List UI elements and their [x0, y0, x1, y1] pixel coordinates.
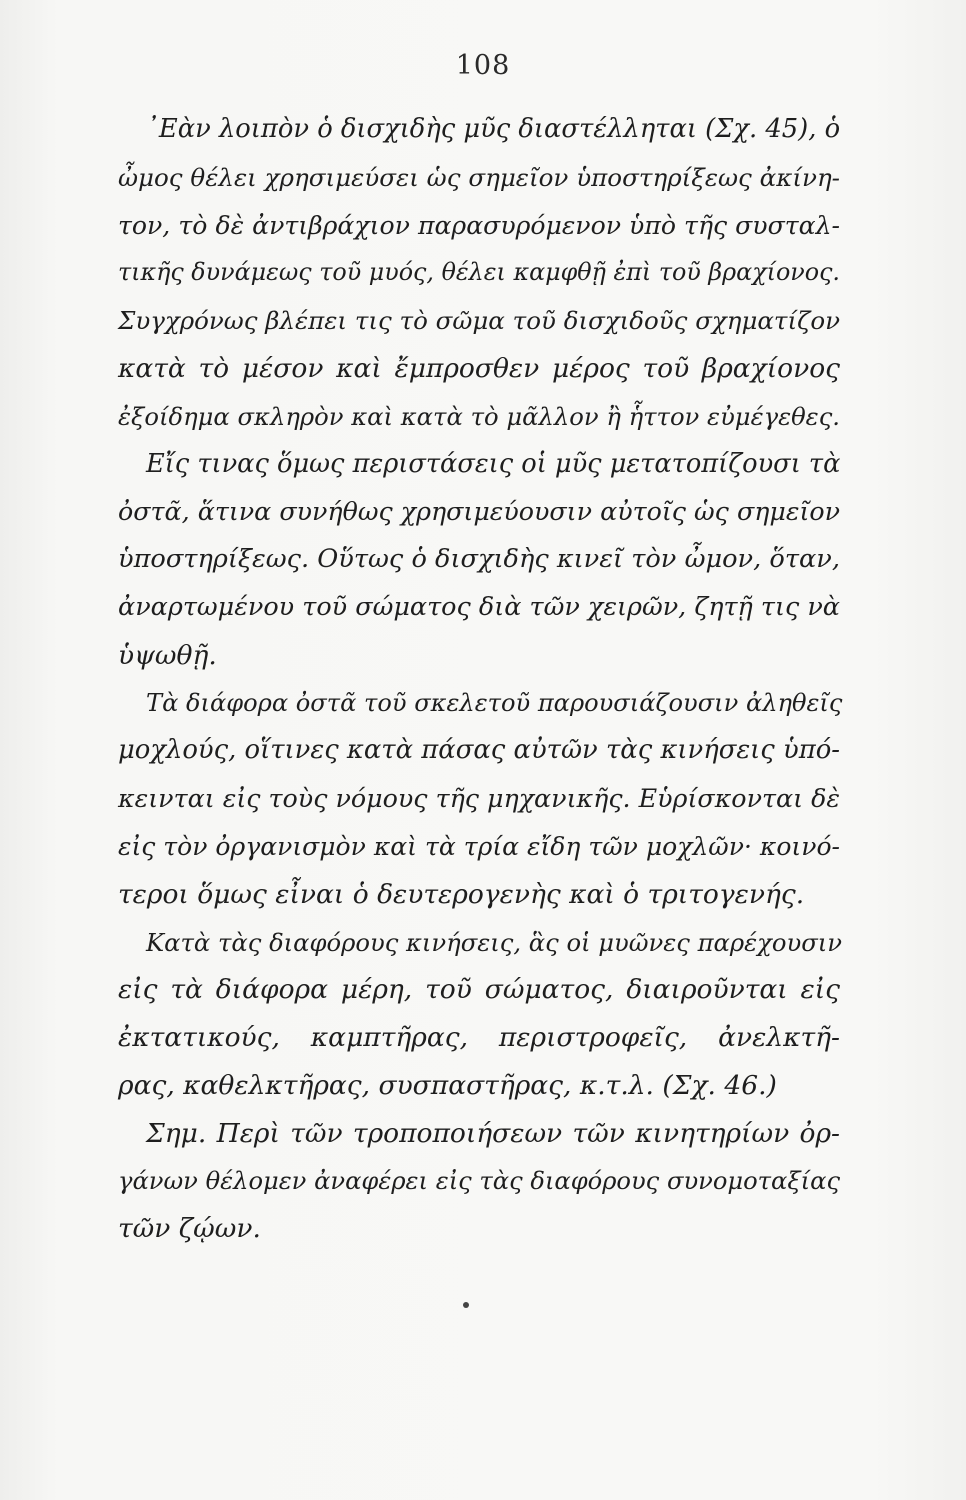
- text-line: τικῆς δυνάμεως τοῦ μυός, θέλει καμφθῇ ἐπὶ τοῦ βραχίονος.: [118, 258, 840, 287]
- text-line: Συγχρόνως βλέπει τις τὸ σῶμα τοῦ δισχιδοῦς σχηματίζον: [118, 306, 840, 336]
- text-line: ἐξοίδημα σκληρὸν καὶ κατὰ τὸ μᾶλλον ἢ ἧττον εὐμέγεθες.: [118, 401, 840, 431]
- text-line: εἰς τὸν ὀργανισμὸν καὶ τὰ τρία εἴδη τῶν μοχλῶν· κοινό-: [118, 831, 840, 861]
- text-line: μοχλούς, οἵτινες κατὰ πάσας αὐτῶν τὰς κινήσεις ὑπό-: [118, 735, 840, 766]
- text-line: ἐκτατικούς, καμπτῆρας, περιστροφεῖς, ἀνελκτῆ-: [118, 1022, 840, 1054]
- text-line: ἀναρτωμένου τοῦ σώματος διὰ τῶν χειρῶν, ζητῇ τις νὰ: [118, 591, 840, 622]
- ink-dot: [463, 1302, 469, 1308]
- text-line: Σημ. Περὶ τῶν τροποποιήσεων τῶν κινητηρίων ὀρ-: [146, 1117, 840, 1149]
- text-line: ᾿Εὰν λοιπὸν ὁ δισχιδὴς μῦς διαστέλληται (Σχ. 45), ὁ: [146, 114, 841, 144]
- body-text: [118, 106, 843, 1253]
- text-line: Εἴς τινας ὅμως περιστάσεις οἱ μῦς μετατοπίζουσι τὰ: [146, 448, 841, 479]
- text-line: Κατὰ τὰς διαφόρους κινήσεις, ἃς οἱ μυῶνες παρέχουσιν: [146, 927, 843, 957]
- text-line: τεροι ὅμως εἶναι ὁ δευτερογενὴς καὶ ὁ τριτογενής.: [118, 878, 805, 910]
- text-line: κεινται εἰς τοὺς νόμους τῆς μηχανικῆς. Εὑρίσκονται δὲ: [118, 783, 840, 814]
- text-line: εἰς τὰ διάφορα μέρη, τοῦ σώματος, διαιροῦνται εἰς: [118, 974, 840, 1006]
- text-line: κατὰ τὸ μέσον καὶ ἔμπροσθεν μέρος τοῦ βραχίονος: [118, 352, 840, 384]
- text-line: γάνων θέλομεν ἀναφέρει εἰς τὰς διαφόρους συνομοταξίας: [118, 1166, 840, 1195]
- text-line: ὀστᾶ, ἅτινα συνήθως χρησιμεύουσιν αὐτοῖς ὡς σημεῖον: [118, 496, 840, 527]
- page-number: 108: [455, 50, 511, 81]
- text-line: τον, τὸ δὲ ἀντιβράχιον παρασυρόμενον ὑπὸ τῆς συσταλ-: [118, 210, 840, 240]
- text-line: Τὰ διάφορα ὀστᾶ τοῦ σκελετοῦ παρουσιάζουσιν ἀληθεῖς: [146, 688, 843, 717]
- text-line: τῶν ζῴων.: [118, 1213, 261, 1245]
- text-line: ὑψωθῇ.: [118, 639, 217, 671]
- text-line: ὑποστηρίξεως. Οὕτως ὁ δισχιδὴς κινεῖ τὸν ὦμον, ὅταν,: [118, 544, 840, 575]
- text-line: ρας, καθελκτῆρας, συσπαστῆρας, κ.τ.λ. (Σχ. 46.): [118, 1069, 777, 1101]
- text-line: ὦμος θέλει χρησιμεύσει ὡς σημεῖον ὑποστηρίξεως ἀκίνη-: [118, 162, 840, 192]
